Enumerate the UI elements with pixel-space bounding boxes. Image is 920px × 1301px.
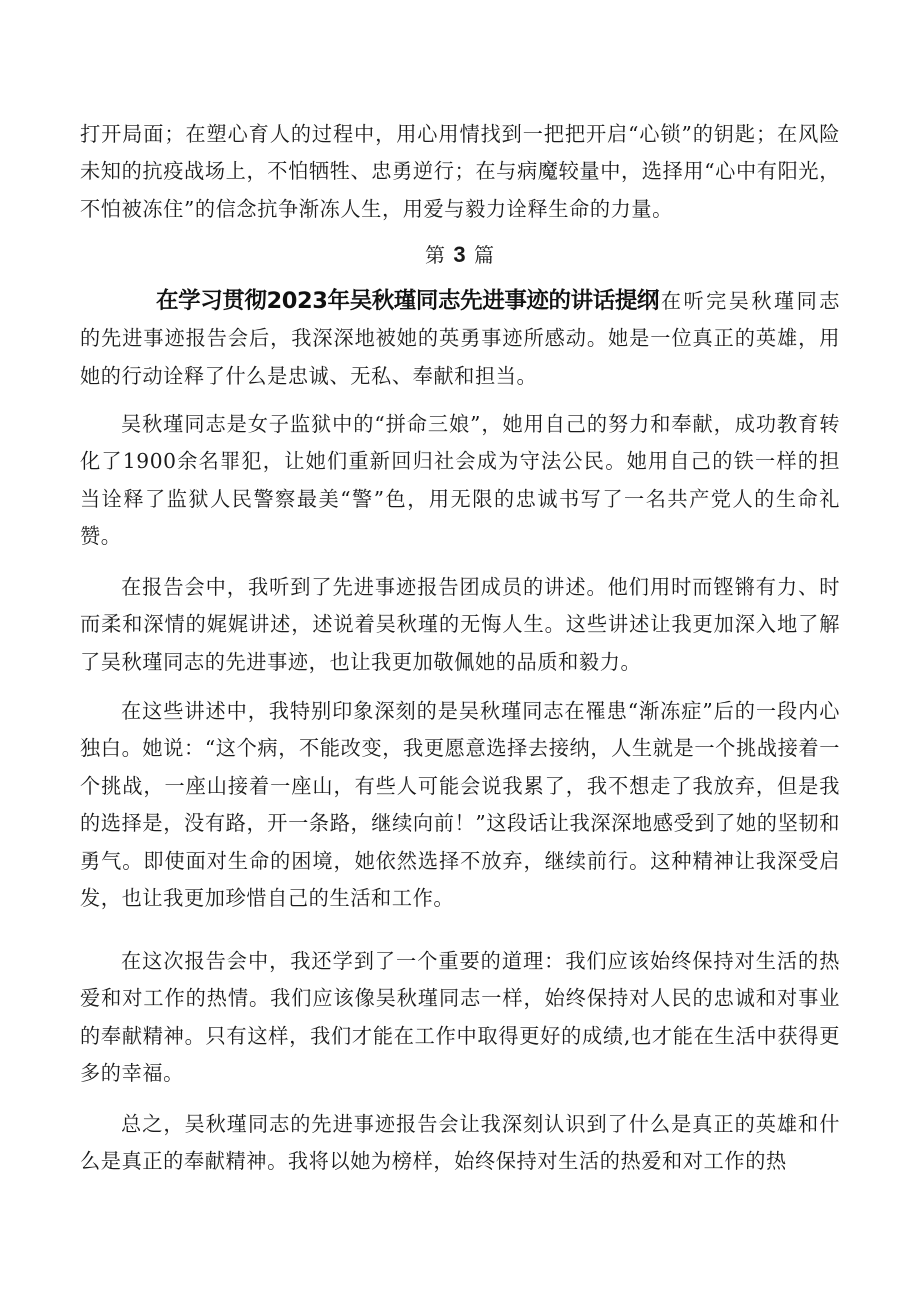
section-suffix: 篇 [473, 243, 495, 267]
document-headline: 在学习贯彻2023年吴秋瑾同志先进事迹的讲话提纲 [156, 288, 660, 314]
paragraph-3: 在报告会中，我听到了先进事迹报告团成员的讲述。他们用时而铿锵有力、时而柔和深情的娓娓讲述，述说着吴秋瑾的无悔人生。这些讲述让我更加深入地了解了吴秋瑾同志的先进事迹，也让我更加敬佩她的品质和毅力。 [80, 575, 840, 674]
headline-paragraph [80, 283, 840, 395]
intro-paragraph: 打开局面；在塑心育人的过程中，用心用情找到一把把开启“心锁”的钥匙；在风险未知的抗疫战场上，不怕牺牲、忠勇逆行；在与病魔较量中，选择用“心中有阳光，不怕被冻住”的信念抗争渐冻人生，用爱与毅力诠释生命的力量。 [80, 122, 840, 221]
section-heading [0, 240, 920, 270]
paragraph-6: 总之，吴秋瑾同志的先进事迹报告会让我深刻认识到了什么是真正的英雄和什么是真正的奉献精神。我将以她为榜样，始终保持对生活的热爱和对工作的热 [80, 1112, 840, 1174]
paragraph-2: 吴秋瑾同志是女子监狱中的“拼命三娘”，她用自己的努力和奉献，成功教育转化了1900余名罪犯，让她们重新回归社会成为守法公民。她用自己的铁一样的担当诠释了监狱人民警察最美“警”色，用无限的忠诚书写了一名共产党人的生命礼赞。 [80, 412, 840, 549]
section-prefix: 第 [425, 243, 447, 267]
section-number: 3 [453, 242, 467, 267]
paragraph-1: 在听完吴秋瑾同志的先进事迹报告会后，我深深地被她的英勇事迹所感动。她是一位真正的英雄，用她的行动诠释了什么是忠诚、无私、奉献和担当。 [80, 289, 840, 388]
paragraph-5: 在这次报告会中，我还学到了一个重要的道理：我们应该始终保持对生活的热爱和对工作的热情。我们应该像吴秋瑾同志一样，始终保持对人民的忠诚和对事业的奉献精神。只有这样，我们才能在工作中取得更好的成绩,也才能在生活中获得更多的幸福。 [80, 949, 840, 1086]
paragraph-4: 在这些讲述中，我特别印象深刻的是吴秋瑾同志在罹患“渐冻症”后的一段内心独白。她说：“这个病，不能改变，我更愿意选择去接纳，人生就是一个挑战接着一个挑战，一座山接着一座山，有些人可能会说我累了，我不想走了我放弃，但是我的选择是，没有路，开一条路，继续向前！”这段话让我深深地感受到了她的坚韧和勇气。即使面对生命的困境，她依然选择不放弃，继续前行。这种精神让我深受启发，也让我更加珍惜自己的生活和工作。 [80, 699, 840, 911]
